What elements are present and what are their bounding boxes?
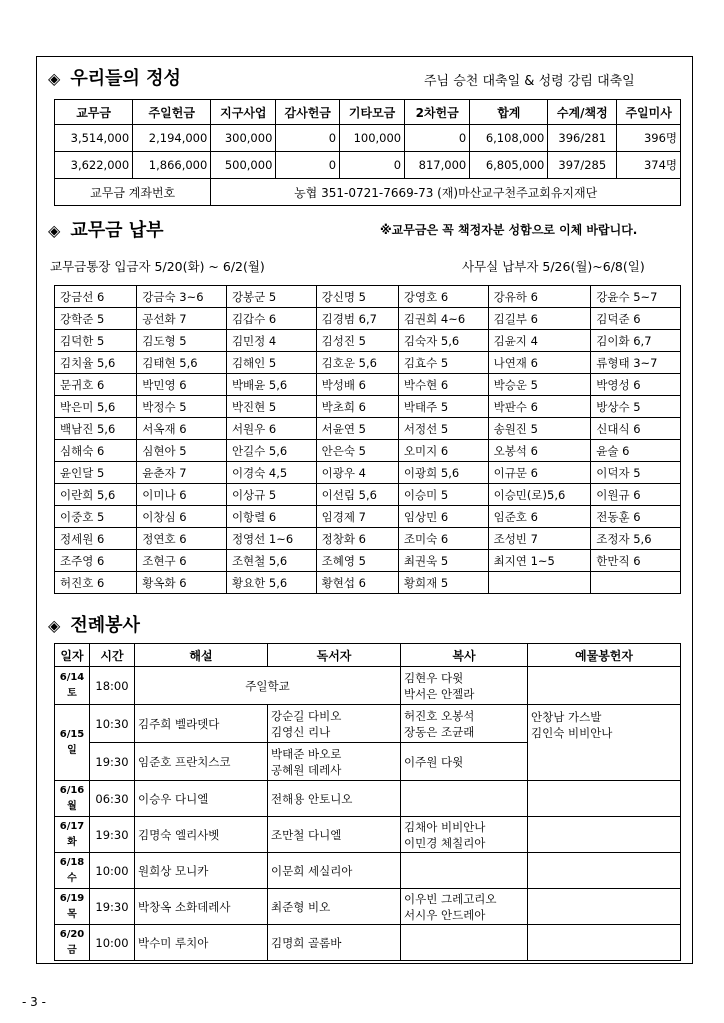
server-cell: 이주원 다윗: [401, 743, 528, 781]
payer-cell: 김민정 4: [226, 330, 316, 352]
cell: 397/285: [548, 152, 617, 179]
cell: 817,000: [405, 152, 470, 179]
payment-row: [55, 462, 681, 484]
payer-cell: 서원우 6: [226, 418, 316, 440]
commentator-cell: 김주희 벨라뎃다: [135, 705, 268, 743]
col-header: 수계/책정: [548, 100, 617, 125]
payer-cell: 강윤수 5~7: [591, 286, 681, 308]
cell: 0: [276, 152, 340, 179]
payer-cell: 김갑수 6: [226, 308, 316, 330]
payer-cell: 김숙자 5,6: [398, 330, 488, 352]
payer-cell: 이승미 5: [398, 484, 488, 506]
payer-cell: 황희재 5: [398, 572, 488, 594]
payer-cell: 방상수 5: [591, 396, 681, 418]
payer-cell: 조현철 5,6: [226, 550, 316, 572]
payer-cell: 박정수 5: [137, 396, 227, 418]
payer-cell: 이규문 6: [488, 462, 591, 484]
gift-cell: [528, 925, 681, 961]
server-cell: 허진호 오봉석 장동은 조균래: [401, 705, 528, 743]
commentator-cell: 원희상 모니카: [135, 853, 268, 889]
payer-cell: 강유하 6: [488, 286, 591, 308]
payer-cell: 이란희 5,6: [55, 484, 137, 506]
payer-cell: 김도형 5: [137, 330, 227, 352]
payer-cell: 허진호 6: [55, 572, 137, 594]
payer-cell: 박수현 6: [398, 374, 488, 396]
payer-cell: 이창심 6: [137, 506, 227, 528]
offering-header-row: [55, 100, 681, 125]
page-number: - 3 -: [22, 995, 46, 1009]
payer-cell: 최지연 1~5: [488, 550, 591, 572]
payer-cell: 심해숙 6: [55, 440, 137, 462]
liturgy-table: [54, 643, 681, 961]
payment-row: [55, 396, 681, 418]
payer-cell: 김덕한 5: [55, 330, 137, 352]
col-header: 독서자: [268, 644, 401, 667]
reader-cell: 조만철 다니엘: [268, 817, 401, 853]
payer-cell: 송원진 5: [488, 418, 591, 440]
payer-cell: 이원규 6: [591, 484, 681, 506]
payment-row: [55, 572, 681, 594]
payer-cell: 한만직 6: [591, 550, 681, 572]
payer-cell: 임경제 7: [316, 506, 398, 528]
payment-table: [54, 285, 681, 594]
commentator-cell: 박창옥 소화데레사: [135, 889, 268, 925]
date-cell: 6/19 목: [55, 889, 90, 925]
payer-cell: 오미지 6: [398, 440, 488, 462]
server-cell: 이우빈 그레고리오 서시우 안드레아: [401, 889, 528, 925]
diamond-bullet-icon: ◈: [48, 221, 61, 240]
cell: 100,000: [340, 125, 405, 152]
time-cell: 10:00: [90, 925, 135, 961]
payer-cell: 류형태 3~7: [591, 352, 681, 374]
gift-cell: 안창남 가스발 김인숙 비비안나: [528, 705, 681, 781]
payer-cell: 황현섭 6: [316, 572, 398, 594]
col-header: 합계: [470, 100, 548, 125]
payment-row: [55, 528, 681, 550]
payer-cell: 문귀호 6: [55, 374, 137, 396]
payment-row: [55, 374, 681, 396]
payer-cell: 김성진 5: [316, 330, 398, 352]
cell: 396명: [617, 125, 681, 152]
payer-cell: 박진현 5: [226, 396, 316, 418]
date-cell: 6/18 수: [55, 853, 90, 889]
gift-cell: [528, 853, 681, 889]
cell: 2,194,000: [133, 125, 211, 152]
payer-cell: 강영호 6: [398, 286, 488, 308]
payer-cell: 이광우 4: [316, 462, 398, 484]
payer-cell: [591, 572, 681, 594]
commentator-cell: 임준호 프란치스코: [135, 743, 268, 781]
deposit-period: 교무금통장 입금자 5/20(화) ~ 6/2(월): [50, 259, 265, 274]
time-cell: 19:30: [90, 743, 135, 781]
payer-cell: [488, 572, 591, 594]
payer-cell: 전동훈 6: [591, 506, 681, 528]
payer-cell: 박성배 6: [316, 374, 398, 396]
payer-cell: 박배윤 5,6: [226, 374, 316, 396]
cell: 374명: [617, 152, 681, 179]
payer-cell: 이중호 5: [55, 506, 137, 528]
payer-cell: 강신명 5: [316, 286, 398, 308]
date-cell: 6/16 월: [55, 781, 90, 817]
liturgy-row: [55, 781, 681, 817]
payer-cell: 이미나 6: [137, 484, 227, 506]
payer-cell: 신대식 6: [591, 418, 681, 440]
server-cell: [401, 781, 528, 817]
payer-cell: 박승운 5: [488, 374, 591, 396]
cell: 0: [340, 152, 405, 179]
payer-cell: 이상규 5: [226, 484, 316, 506]
payer-cell: 조현구 6: [137, 550, 227, 572]
reader-cell: 최준형 비오: [268, 889, 401, 925]
payer-cell: 김길부 6: [488, 308, 591, 330]
payment-heading: ◈ 교무금 납부: [48, 220, 164, 241]
col-header: 2차헌금: [405, 100, 470, 125]
payer-cell: 안길수 5,6: [226, 440, 316, 462]
col-header: 주일헌금: [133, 100, 211, 125]
offering-subtitle: 주님 승천 대축일 & 성령 강림 대축일: [424, 74, 635, 89]
payer-cell: 안은숙 5: [316, 440, 398, 462]
gift-cell: [528, 781, 681, 817]
time-cell: 19:30: [90, 817, 135, 853]
payment-row: [55, 550, 681, 572]
note-cell: 주일학교: [135, 667, 401, 705]
payer-cell: 이경숙 4,5: [226, 462, 316, 484]
liturgy-row: [55, 853, 681, 889]
cell: 3,622,000: [55, 152, 133, 179]
payer-cell: 박영성 6: [591, 374, 681, 396]
reader-cell: 강순길 다비오 김영신 리나: [268, 705, 401, 743]
liturgy-row: [55, 889, 681, 925]
account-value: 농협 351-0721-7669-73 (재)마산교구천주교회유지재단: [211, 179, 681, 206]
payer-cell: 강금선 6: [55, 286, 137, 308]
commentator-cell: 김명숙 엘리사벳: [135, 817, 268, 853]
date-cell: 6/15 일: [55, 705, 90, 781]
col-header: 해설: [135, 644, 268, 667]
payer-cell: 김해인 5: [226, 352, 316, 374]
payer-cell: 조주영 6: [55, 550, 137, 572]
payer-cell: 조정자 5,6: [591, 528, 681, 550]
payer-cell: 백남진 5,6: [55, 418, 137, 440]
gift-cell: [528, 889, 681, 925]
time-cell: 10:00: [90, 853, 135, 889]
payer-cell: 강금숙 3~6: [137, 286, 227, 308]
reader-cell: 이문희 세실리아: [268, 853, 401, 889]
payer-cell: 황옥화 6: [137, 572, 227, 594]
col-header: 주일미사: [617, 100, 681, 125]
payer-cell: 서윤연 5: [316, 418, 398, 440]
payer-cell: 강봉군 5: [226, 286, 316, 308]
liturgy-heading: ◈ 전례봉사: [48, 615, 140, 636]
payer-cell: 정창화 6: [316, 528, 398, 550]
payer-cell: 정영선 1~6: [226, 528, 316, 550]
payer-cell: 서옥재 6: [137, 418, 227, 440]
payer-cell: 정연호 6: [137, 528, 227, 550]
offering-row: [55, 152, 681, 179]
liturgy-row: [55, 705, 681, 743]
payer-cell: 황요한 5,6: [226, 572, 316, 594]
payer-cell: 김태현 5,6: [137, 352, 227, 374]
payer-cell: 나연재 6: [488, 352, 591, 374]
payer-cell: 이광희 5,6: [398, 462, 488, 484]
cell: 6,805,000: [470, 152, 548, 179]
office-period: 사무실 납부자 5/26(월)~6/8(일): [462, 259, 645, 274]
payment-row: [55, 484, 681, 506]
server-cell: [401, 853, 528, 889]
payment-row: [55, 330, 681, 352]
liturgy-row: [55, 667, 681, 705]
payer-cell: 김호운 5,6: [316, 352, 398, 374]
time-cell: 10:30: [90, 705, 135, 743]
payment-row: [55, 352, 681, 374]
payer-cell: 박초희 6: [316, 396, 398, 418]
payment-row: [55, 418, 681, 440]
payment-row: [55, 308, 681, 330]
gift-cell: [528, 817, 681, 853]
offering-table: [54, 99, 681, 206]
diamond-bullet-icon: ◈: [48, 616, 61, 635]
payer-cell: 김윤지 4: [488, 330, 591, 352]
commentator-cell: 이승우 다니엘: [135, 781, 268, 817]
payer-cell: 이선림 5,6: [316, 484, 398, 506]
cell: 0: [405, 125, 470, 152]
payer-cell: 박은미 5,6: [55, 396, 137, 418]
cell: 396/281: [548, 125, 617, 152]
server-cell: 김채아 비비안나 이민경 체칠리아: [401, 817, 528, 853]
cell: 300,000: [211, 125, 276, 152]
payer-cell: 김경범 6,7: [316, 308, 398, 330]
payer-cell: 공선화 7: [137, 308, 227, 330]
payer-cell: 이승민(로)5,6: [488, 484, 591, 506]
server-cell: [401, 925, 528, 961]
payer-cell: 이항렬 6: [226, 506, 316, 528]
payment-row: [55, 440, 681, 462]
cell: 0: [276, 125, 340, 152]
payer-cell: 윤술 6: [591, 440, 681, 462]
payment-row: [55, 286, 681, 308]
payer-cell: 김덕준 6: [591, 308, 681, 330]
account-label: 교무금 계좌번호: [55, 179, 211, 206]
payer-cell: 서정선 5: [398, 418, 488, 440]
payer-cell: 김권희 4~6: [398, 308, 488, 330]
payer-cell: 김치율 5,6: [55, 352, 137, 374]
cell: 1,866,000: [133, 152, 211, 179]
gift-cell: [528, 667, 681, 705]
payer-cell: 윤춘자 7: [137, 462, 227, 484]
payer-cell: 김이화 6,7: [591, 330, 681, 352]
reader-cell: 박태준 바오로 공혜원 데레사: [268, 743, 401, 781]
offering-heading: ◈ 우리들의 정성: [48, 68, 181, 89]
col-header: 교무금: [55, 100, 133, 125]
payer-cell: 임준호 6: [488, 506, 591, 528]
payer-cell: 박태주 5: [398, 396, 488, 418]
col-header: 예물봉헌자: [528, 644, 681, 667]
payer-cell: 김효수 5: [398, 352, 488, 374]
payer-cell: 박판수 6: [488, 396, 591, 418]
date-cell: 6/14 토: [55, 667, 90, 705]
payer-cell: 심현아 5: [137, 440, 227, 462]
diamond-bullet-icon: ◈: [48, 69, 61, 88]
col-header: 기타모금: [340, 100, 405, 125]
col-header: 감사헌금: [276, 100, 340, 125]
time-cell: 18:00: [90, 667, 135, 705]
col-header: 복사: [401, 644, 528, 667]
payer-cell: 조혜영 5: [316, 550, 398, 572]
payer-cell: 윤인달 5: [55, 462, 137, 484]
payer-cell: 최권욱 5: [398, 550, 488, 572]
payer-cell: 임상민 6: [398, 506, 488, 528]
date-cell: 6/20 금: [55, 925, 90, 961]
offering-row: [55, 125, 681, 152]
liturgy-row: [55, 925, 681, 961]
commentator-cell: 박수미 루치아: [135, 925, 268, 961]
payer-cell: 조미숙 6: [398, 528, 488, 550]
payer-cell: 강학준 5: [55, 308, 137, 330]
payment-notice: ※교무금은 꼭 책정자분 성함으로 이체 바랍니다.: [380, 223, 638, 237]
col-header: 지구사업: [211, 100, 276, 125]
col-header: 일자: [55, 644, 90, 667]
reader-cell: 전해용 안토니오: [268, 781, 401, 817]
cell: 500,000: [211, 152, 276, 179]
time-cell: 19:30: [90, 889, 135, 925]
time-cell: 06:30: [90, 781, 135, 817]
payer-cell: 박민영 6: [137, 374, 227, 396]
account-row: [55, 179, 681, 206]
cell: 3,514,000: [55, 125, 133, 152]
reader-cell: 김명희 골롬바: [268, 925, 401, 961]
payer-cell: 조성빈 7: [488, 528, 591, 550]
col-header: 시간: [90, 644, 135, 667]
server-cell: 김현우 다윗 박서은 안젤라: [401, 667, 528, 705]
liturgy-row: [55, 817, 681, 853]
cell: 6,108,000: [470, 125, 548, 152]
liturgy-header-row: [55, 644, 681, 667]
payer-cell: 정세원 6: [55, 528, 137, 550]
payer-cell: 이덕자 5: [591, 462, 681, 484]
payment-row: [55, 506, 681, 528]
payer-cell: 오봉석 6: [488, 440, 591, 462]
date-cell: 6/17 화: [55, 817, 90, 853]
